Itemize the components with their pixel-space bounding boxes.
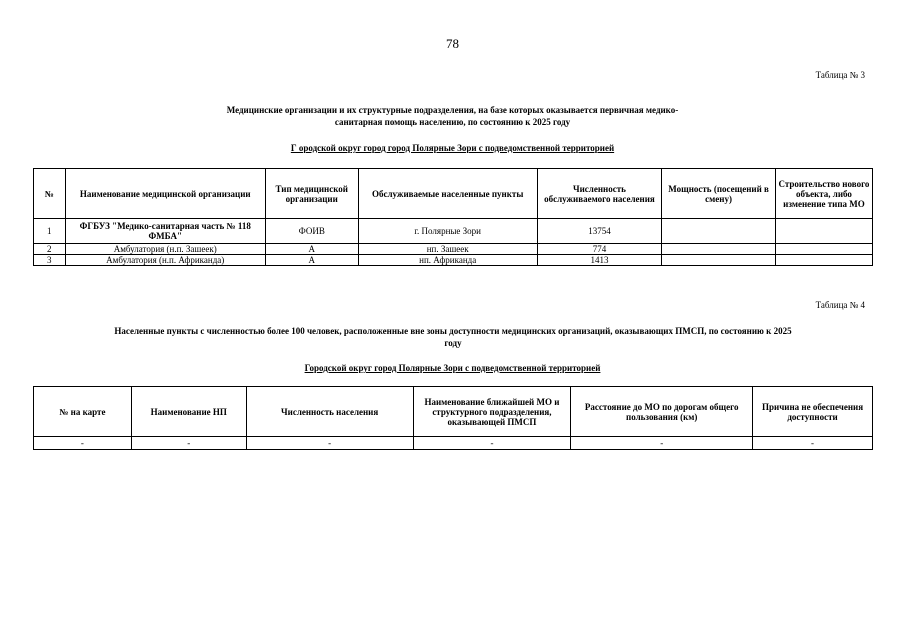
table3 bbox=[33, 168, 873, 266]
table3-title-line1: Медицинские организации и их структурные подразделения, на базе которых оказывается первичная медико- bbox=[226, 105, 679, 115]
table-cell: г. Полярные Зори bbox=[358, 219, 537, 244]
table3-header: № bbox=[34, 169, 66, 219]
table-cell: - bbox=[34, 437, 132, 450]
table4-header: № на карте bbox=[34, 387, 132, 437]
table-cell: нп. Зашеек bbox=[358, 244, 537, 255]
table-cell: 1 bbox=[34, 219, 66, 244]
table-row bbox=[34, 244, 873, 255]
table4-header-row bbox=[34, 387, 873, 437]
table4-caption: Таблица № 4 bbox=[815, 300, 865, 310]
table4-header: Наименование ближайшей МО и структурного подразделения, оказывающей ПМСП bbox=[413, 387, 571, 437]
table-cell: 13754 bbox=[537, 219, 661, 244]
table-cell: - bbox=[753, 437, 873, 450]
table3-header-row bbox=[34, 169, 873, 219]
table4-header: Причина не обеспечения доступности bbox=[753, 387, 873, 437]
table-row bbox=[34, 255, 873, 266]
table3-subtitle: Г ородской округ город город Полярные Зори с подведомственной территорией bbox=[290, 143, 615, 153]
table-cell: - bbox=[131, 437, 246, 450]
table-cell: 1413 bbox=[537, 255, 661, 266]
table3-caption: Таблица № 3 bbox=[815, 70, 865, 80]
page-number: 78 bbox=[446, 36, 459, 51]
table-cell: - bbox=[571, 437, 753, 450]
table3-header: Тип медицинской организации bbox=[265, 169, 358, 219]
table4-title bbox=[33, 325, 873, 349]
table-row bbox=[34, 219, 873, 244]
table4-header: Наименование НП bbox=[131, 387, 246, 437]
table-cell: Амбулатория (н.п. Африканда) bbox=[65, 255, 265, 266]
table-cell: Амбулатория (н.п. Зашеек) bbox=[65, 244, 265, 255]
table-cell: ФГБУЗ "Медико-санитарная часть № 118 ФМБА" bbox=[65, 219, 265, 244]
table3-header: Наименование медицинской организации bbox=[65, 169, 265, 219]
table-cell bbox=[662, 244, 776, 255]
table-cell: А bbox=[265, 244, 358, 255]
table-cell bbox=[775, 255, 872, 266]
table-cell bbox=[662, 219, 776, 244]
table4 bbox=[33, 386, 873, 450]
table-cell bbox=[775, 219, 872, 244]
table4-title-line2: году bbox=[444, 338, 462, 348]
table3-header: Численность обслуживаемого населения bbox=[537, 169, 661, 219]
table-cell: 2 bbox=[34, 244, 66, 255]
table-cell: А bbox=[265, 255, 358, 266]
table3-header: Мощность (посещений в смену) bbox=[662, 169, 776, 219]
table-cell bbox=[662, 255, 776, 266]
table-cell bbox=[775, 244, 872, 255]
table4-title-line1: Населенные пункты с численностью более 100 человек, расположенные вне зоны доступности медицинских организаций, оказывающих ПМСП, по состоянию к 2025 bbox=[114, 326, 792, 336]
table4-subtitle: Городской округ город Полярные Зори с подведомственной территорией bbox=[304, 363, 601, 373]
table-cell: 3 bbox=[34, 255, 66, 266]
table3-header: Обслуживаемые населенные пункты bbox=[358, 169, 537, 219]
table4-header: Численность населения bbox=[246, 387, 413, 437]
table3-header: Строительство нового объекта, либо изменение типа МО bbox=[775, 169, 872, 219]
table-cell: нп. Африканда bbox=[358, 255, 537, 266]
table-cell: - bbox=[246, 437, 413, 450]
table-cell: 774 bbox=[537, 244, 661, 255]
table4-header: Расстояние до МО по дорогам общего пользования (км) bbox=[571, 387, 753, 437]
table3-title-line2: санитарная помощь населению, по состоянию к 2025 году bbox=[334, 117, 571, 127]
table-cell: ФОИВ bbox=[265, 219, 358, 244]
table3-title bbox=[60, 104, 845, 128]
table-cell: - bbox=[413, 437, 571, 450]
table-row bbox=[34, 437, 873, 450]
